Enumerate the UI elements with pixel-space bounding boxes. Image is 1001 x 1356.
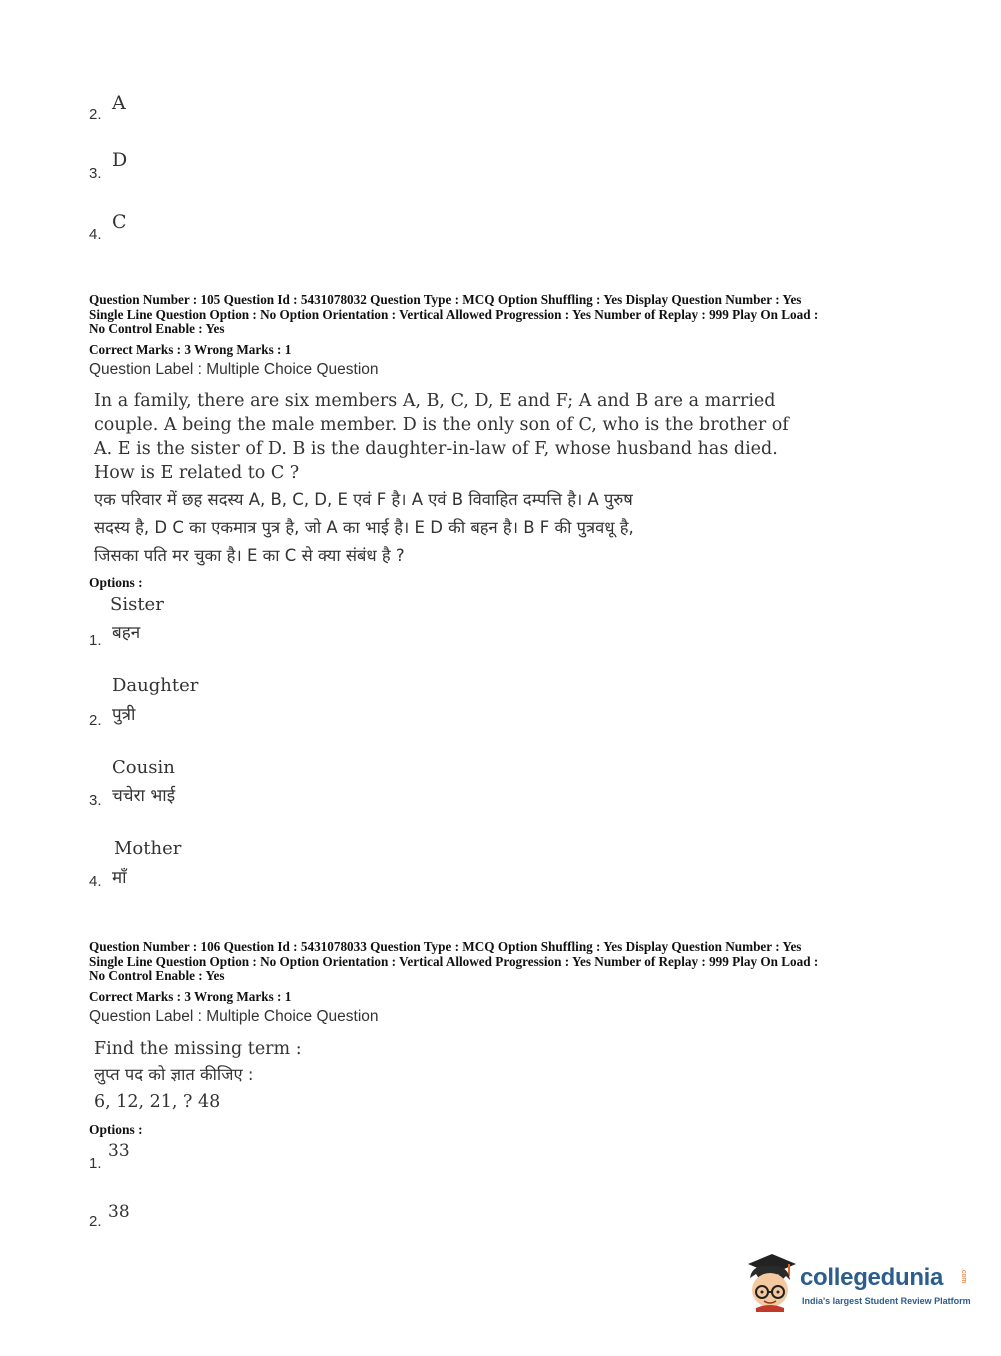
text-line: How is E related to C ? [94,463,300,483]
marks-info: Correct Marks : 3 Wrong Marks : 1 [89,989,292,1004]
option-text-english: Mother [114,838,182,859]
options-label: Options : [89,1122,143,1137]
option-number: 4. [89,873,102,890]
question-meta [89,940,919,984]
question-text-hindi: लुप्त पद को ज्ञात कीजिए : [94,1065,254,1084]
option-number: 4. [89,226,102,243]
option-text-english: Sister [110,594,164,615]
question-text-english [94,389,794,485]
text-line: In a family, there are six members A, B, C, D, E and F; A and B are a married [94,391,776,411]
option-text-hindi: बहन [112,623,141,643]
question-text-english: Find the missing term : [94,1039,302,1059]
meta-line: Question Number : 105 Question Id : 5431078032 Question Type : MCQ Option Shuffling : Yes Display Question Number : Yes [89,292,802,307]
logo-domain: .com [960,1268,967,1284]
number-sequence: 6, 12, 21, ? 48 [94,1092,221,1112]
question-meta [89,293,919,337]
question-label: Question Label : Multiple Choice Question [89,1008,379,1025]
option-number: 2. [89,1213,102,1230]
option-text: D [112,149,128,171]
option-text: 38 [108,1202,130,1222]
option-number: 2. [89,712,102,729]
option-text-english: Daughter [112,675,199,696]
mascot-icon [742,1250,800,1312]
option-text-english: Cousin [112,757,175,778]
option-text-hindi: पुत्री [112,705,136,725]
option-text: 33 [108,1141,130,1161]
text-line: एक परिवार में छह सदस्य A, B, C, D, E एवं F है। A एवं B विवाहित दम्पत्ति है। A पुरुष [94,490,633,509]
text-line: A. E is the sister of D. B is the daughter-in-law of F, whose husband has died. [94,439,778,459]
text-line: couple. A being the male member. D is the only son of C, who is the brother of [94,415,789,435]
option-number: 2. [89,106,102,123]
meta-line: No Control Enable : Yes [89,968,225,984]
meta-line: Question Number : 106 Question Id : 5431078033 Question Type : MCQ Option Shuffling : Yes Display Question Number : Yes [89,939,802,954]
collegedunia-logo[interactable] [742,1250,972,1312]
marks-info: Correct Marks : 3 Wrong Marks : 1 [89,342,292,357]
question-label: Question Label : Multiple Choice Question [89,361,379,378]
question-text-hindi [94,486,804,570]
option-text: A [112,92,126,114]
logo-wordmark: collegedunia [800,1264,944,1291]
option-number: 1. [89,632,102,649]
option-number: 1. [89,1155,102,1172]
option-text-hindi: माँ [112,868,127,888]
meta-line: Single Line Question Option : No Option Orientation : Vertical Allowed Progression : Yes Number of Replay : 999 Play On Load : [89,306,819,322]
text-line: जिसका पति मर चुका है। E का C से क्या संबंध है ? [94,546,405,565]
option-text-hindi: चचेरा भाई [112,786,176,806]
meta-line: Single Line Question Option : No Option Orientation : Vertical Allowed Progression : Yes Number of Replay : 999 Play On Load : [89,953,819,969]
text-line: सदस्य है, D C का एकमात्र पुत्र है, जो A का भाई है। E D की बहन है। B F की पुत्रवधू है, [94,518,634,537]
option-text: C [112,211,127,233]
option-number: 3. [89,792,102,809]
option-number: 3. [89,165,102,182]
logo-tagline: India's largest Student Review Platform [802,1296,971,1306]
options-label: Options : [89,575,143,590]
meta-line: No Control Enable : Yes [89,321,225,337]
